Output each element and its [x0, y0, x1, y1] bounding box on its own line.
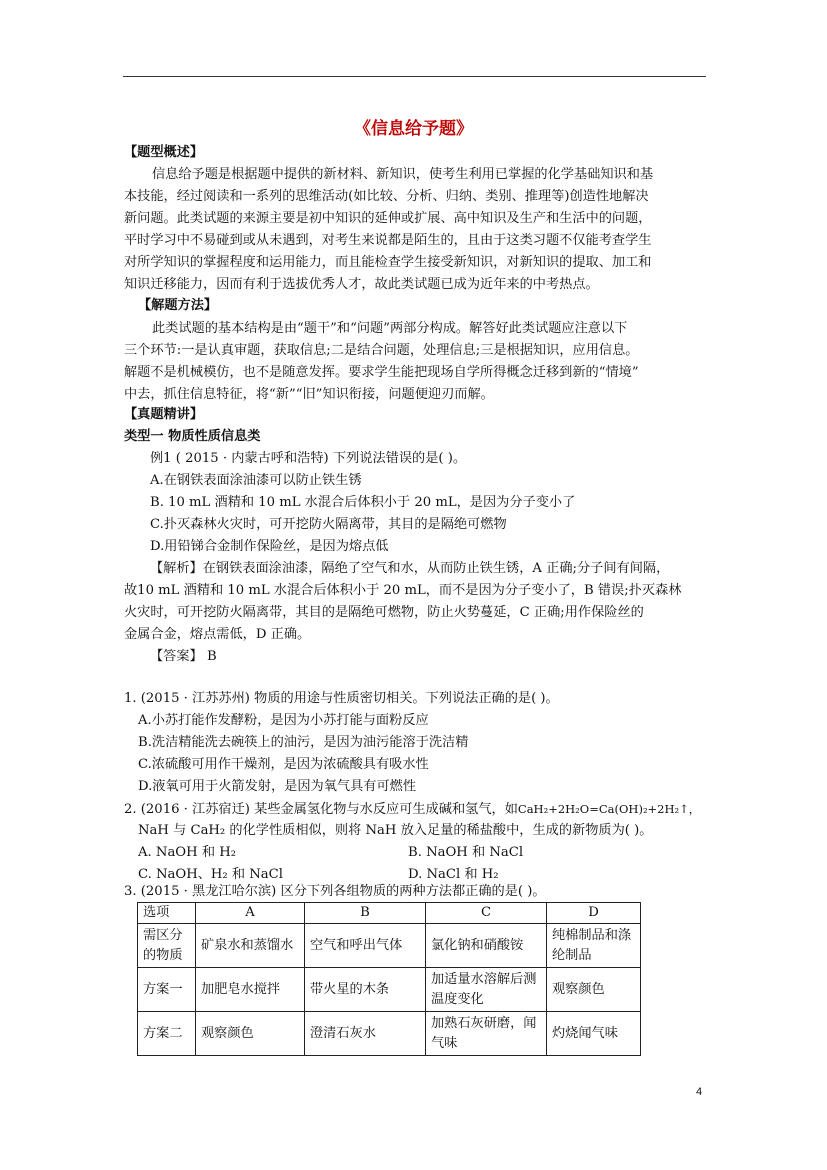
- q3-options-table: [137, 902, 641, 1056]
- page-title: 《信息给予题》: [354, 119, 473, 139]
- q2-stem-line-1: [124, 800, 700, 819]
- answer-label: 【答案】: [150, 649, 203, 664]
- table-cell: 方案一: [138, 968, 196, 1012]
- overview-line-4: 平时学习中不易碰到或从未遇到，对考生来说都是陌生的，且由于这类习题不仅能考查学生: [124, 233, 652, 248]
- analysis-line-4: 金属合金，熔点需低，D 正确。: [124, 627, 311, 642]
- q1-option-a: A.小苏打能作发酵粉，是因为小苏打能与面粉反应: [138, 713, 429, 728]
- overview-line-2: 本技能，经过阅读和一系列的思维活动(如比较、分析、归纳、类别、推理等)创造性地解决: [124, 189, 649, 204]
- table-row: [138, 924, 641, 968]
- analysis-line-3: 火灾时，可开挖防火隔离带，其目的是隔绝可燃物，防止火势蔓延，C 正确;用作保险丝的: [124, 605, 644, 620]
- q2-equation: CaH₂+2H₂O=Ca(OH)₂+2H₂↑，: [517, 802, 701, 816]
- q2-stem-pre: 2. (2016 · 江苏宿迁) 某些金属氢化物与水反应可生成碱和氢气，如: [124, 802, 518, 817]
- answer-value: B: [206, 649, 217, 664]
- q1-option-d: D.液氧可用于火箭发射，是因为氧气具有可燃性: [138, 779, 417, 794]
- table-cell: 需区分的物质: [138, 924, 196, 968]
- type-heading: 类型一 物质性质信息类: [124, 429, 261, 444]
- table-cell: 加适量水溶解后测温度变化: [426, 968, 547, 1012]
- q1-stem: 1. (2015 · 江苏苏州) 物质的用途与性质密切相关。下列说法正确的是( )。: [124, 691, 559, 706]
- example-option-a: A.在钢铁表面涂油漆可以防止铁生锈: [150, 473, 362, 488]
- table-cell: 加肥皂水搅拌: [196, 968, 305, 1012]
- method-line-2: 三个环节:一是认真审题，获取信息;二是结合问题，处理信息;三是根据知识，应用信息。: [124, 343, 639, 358]
- table-cell: 空气和呼出气体: [305, 924, 426, 968]
- method-line-4: 中去，抓住信息特征，将“新”“旧”知识衔接，问题便迎刃而解。: [124, 387, 494, 402]
- answer-line: [150, 648, 217, 666]
- table-header-cell: D: [547, 903, 641, 924]
- table-cell: 加熟石灰研磨，闻气味: [426, 1012, 547, 1056]
- analysis-line-2: 故10 mL 酒精和 10 mL 水混合后体积小于 20 mL，而不是因为分子变小了，B 错误;扑灭森林: [124, 583, 682, 598]
- method-heading: 【解题方法】: [138, 298, 218, 313]
- table-row: [138, 968, 641, 1012]
- q2-option-b: B. NaOH 和 NaCl: [408, 845, 524, 860]
- q2-option-a: A. NaOH 和 H₂: [138, 845, 236, 860]
- table-cell: 观察颜色: [196, 1012, 305, 1056]
- q3-stem: 3. (2015 · 黑龙江哈尔滨) 区分下列各组物质的两种方法都正确的是( )。: [124, 884, 546, 899]
- table-cell: 矿泉水和蒸馏水: [196, 924, 305, 968]
- table-cell: 纯棉制品和涤纶制品: [547, 924, 641, 968]
- table-header-row: [138, 903, 641, 924]
- example-stem: 例1 ( 2015 · 内蒙古呼和浩特) 下列说法错误的是( )。: [150, 451, 467, 466]
- example-option-b: B. 10 mL 酒精和 10 mL 水混合后体积小于 20 mL，是因为分子变小了: [150, 495, 576, 510]
- q2-option-c: C. NaOH、H₂ 和 NaCl: [138, 867, 283, 882]
- header-rule: [123, 76, 706, 77]
- example-option-c: C.扑灭森林火灾时，可开挖防火隔离带，其目的是隔绝可燃物: [150, 517, 507, 532]
- table-cell: 方案二: [138, 1012, 196, 1056]
- overview-line-1: 信息给予题是根据题中提供的新材料、新知识，使考生利用已掌握的化学基础知识和基: [152, 167, 654, 182]
- q2-option-d: D. NaCl 和 H₂: [408, 867, 499, 882]
- table-cell: 观察颜色: [547, 968, 641, 1012]
- q1-option-c: C.浓硫酸可用作干燥剂，是因为浓硫酸具有吸水性: [138, 757, 429, 772]
- analysis-line-1: 【解析】在钢铁表面涂油漆，隔绝了空气和水，从而防止铁生锈，A 正确;分子间有间隔，: [150, 561, 670, 576]
- example-option-d: D.用铅锑合金制作保险丝，是因为熔点低: [150, 539, 389, 554]
- q1-option-b: B.洗洁精能洗去碗筷上的油污，是因为油污能溶于洗洁精: [138, 735, 469, 750]
- table-cell: 澄清石灰水: [305, 1012, 426, 1056]
- method-line-3: 解题不是机械模仿，也不是随意发挥。要求学生能把现场自学所得概念迁移到新的“情境”: [124, 365, 639, 380]
- overview-heading: 【题型概述】: [124, 145, 204, 160]
- table-header-cell: B: [305, 903, 426, 924]
- method-line-1: 此类试题的基本结构是由“题干”和“问题”两部分构成。解答好此类试题应注意以下: [152, 321, 628, 336]
- table-header-cell: C: [426, 903, 547, 924]
- table-header-cell: A: [196, 903, 305, 924]
- table-header-cell: 选项: [138, 903, 196, 924]
- section-heading: 【真题精讲】: [124, 407, 204, 422]
- q2-stem-line-2: NaH 与 CaH₂ 的化学性质相似，则将 NaH 放入足量的稀盐酸中，生成的新物质为( )。: [138, 823, 653, 838]
- table-cell: 氯化钠和硝酸铵: [426, 924, 547, 968]
- table-cell: 带火星的木条: [305, 968, 426, 1012]
- overview-line-5: 对所学知识的掌握程度和运用能力，而且能检查学生接受新知识，对新知识的提取、加工和: [124, 255, 652, 270]
- table-cell: 灼烧闻气味: [547, 1012, 641, 1056]
- table-row: [138, 1012, 641, 1056]
- page-number: 4: [696, 1086, 703, 1098]
- overview-line-3: 新问题。此类试题的来源主要是初中知识的延伸或扩展、高中知识及生产和生活中的问题，: [124, 211, 652, 226]
- overview-line-6: 知识迁移能力，因而有利于选拔优秀人才，故此类试题已成为近年来的中考热点。: [124, 277, 599, 292]
